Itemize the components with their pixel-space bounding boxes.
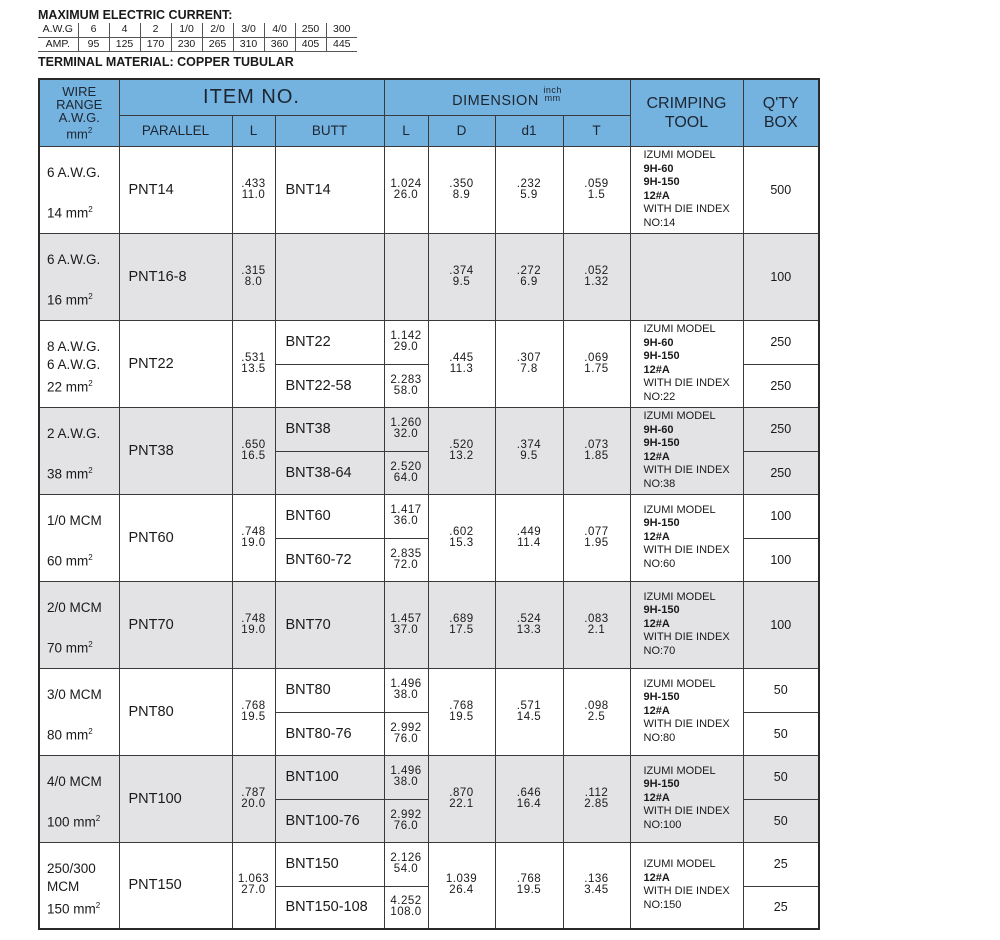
butt-item: BNT38-64 — [275, 451, 384, 494]
awg-cell: 6 — [78, 23, 109, 37]
amp-cell: 170 — [140, 37, 171, 51]
tool-line: IZUMI MODEL — [643, 764, 716, 777]
parallel-item: PNT22 — [119, 320, 232, 407]
butt-item: BNT14 — [275, 146, 384, 233]
parallel-item: PNT14 — [119, 146, 232, 233]
header-item-no: ITEM NO. — [119, 79, 384, 115]
parallel-length: .787 20.0 — [232, 755, 275, 842]
qty-cell: 250 — [743, 407, 819, 451]
crimping-tool-cell — [630, 146, 743, 233]
dim-d: .768 19.5 — [428, 668, 495, 755]
awg-cell: 3/0 — [233, 23, 264, 37]
qty-cell: 50 — [743, 799, 819, 842]
parallel-item: PNT70 — [119, 581, 232, 668]
butt-length: 2.520 64.0 — [384, 451, 428, 494]
header-parallel: PARALLEL — [119, 115, 232, 146]
tool-line: WITH DIE INDEX — [643, 464, 730, 476]
qty-cell: 50 — [743, 712, 819, 755]
butt-item: BNT22 — [275, 320, 384, 364]
parallel-item: PNT80 — [119, 668, 232, 755]
tool-line: 9H-150 — [643, 350, 680, 362]
header-d1: d1 — [495, 115, 563, 146]
parallel-length: .748 19.0 — [232, 494, 275, 581]
wire-range-cell: 4/0 MCM 100 $mm^2$ — [39, 755, 119, 842]
dim-t: .077 1.95 — [563, 494, 630, 581]
tool-line: IZUMI MODEL — [643, 503, 716, 516]
dim-d: .602 15.3 — [428, 494, 495, 581]
awg-cell: 2 — [140, 23, 171, 37]
qty-cell: 50 — [743, 668, 819, 712]
dim-t: .052 1.32 — [563, 233, 630, 320]
dim-d: .374 9.5 — [428, 233, 495, 320]
crimping-tool-cell — [630, 320, 743, 407]
tool-line: 12#A — [643, 189, 670, 202]
table-row — [39, 668, 819, 712]
awg-cell: 250 — [295, 23, 326, 37]
butt-length: 1.260 32.0 — [384, 407, 428, 451]
header-wire-range: WIRE RANGE A.W.G. $mm^2$ — [39, 79, 119, 146]
dimension-units: inch mm — [543, 84, 562, 103]
butt-length: 1.496 38.0 — [384, 668, 428, 712]
wire-range-cell: 3/0 MCM 80 $mm^2$ — [39, 668, 119, 755]
crimping-tool-cell — [630, 233, 743, 320]
tool-line: 9H-150 — [643, 778, 680, 791]
parallel-length: .531 13.5 — [232, 320, 275, 407]
spec-table — [38, 78, 820, 930]
tool-line: NO:80 — [643, 731, 676, 744]
tool-line: IZUMI MODEL — [643, 323, 716, 335]
awg-cell: 300 — [326, 23, 357, 37]
parallel-item: PNT150 — [119, 842, 232, 929]
butt-item: BNT70 — [275, 581, 384, 668]
tool-line: NO:70 — [643, 644, 676, 657]
amp-label: AMP. — [38, 37, 78, 51]
header-qty-box: Q'TY BOX — [743, 79, 819, 146]
tool-line: 12#A — [643, 791, 670, 804]
table-row — [39, 755, 819, 799]
amp-cell: 95 — [78, 37, 109, 51]
dim-d: 1.039 26.4 — [428, 842, 495, 929]
parallel-item: PNT60 — [119, 494, 232, 581]
qty-cell: 100 — [743, 494, 819, 538]
tool-line: WITH DIE INDEX — [643, 718, 730, 731]
crimping-tool-cell — [630, 668, 743, 755]
tool-line: WITH DIE INDEX — [643, 805, 730, 818]
tool-line: 12#A — [643, 530, 670, 543]
parallel-length: .650 16.5 — [232, 407, 275, 494]
parallel-length: .433 11.0 — [232, 146, 275, 233]
table-row — [39, 842, 819, 886]
dim-d1: .646 16.4 — [495, 755, 563, 842]
dim-d1: .307 7.8 — [495, 320, 563, 407]
parallel-length: .748 19.0 — [232, 581, 275, 668]
dim-d1: .768 19.5 — [495, 842, 563, 929]
butt-length: 2.283 58.0 — [384, 364, 428, 407]
dim-d1: .272 6.9 — [495, 233, 563, 320]
tool-line: 9H-150 — [643, 691, 680, 704]
butt-item: BNT150 — [275, 842, 384, 886]
tool-line: 12#A — [643, 704, 670, 717]
wire-range-cell: 8 A.W.G. 6 A.W.G. 22 $mm^2$ — [39, 320, 119, 407]
dim-d1: .524 13.3 — [495, 581, 563, 668]
tool-line: 12#A — [643, 871, 670, 884]
tool-line: 9H-150 — [643, 604, 680, 617]
butt-length: 1.457 37.0 — [384, 581, 428, 668]
butt-length: 2.992 76.0 — [384, 712, 428, 755]
crimping-tool-cell — [630, 407, 743, 494]
parallel-item: PNT38 — [119, 407, 232, 494]
butt-length: 1.024 26.0 — [384, 146, 428, 233]
amp-cell: 230 — [171, 37, 202, 51]
dim-d1: .232 5.9 — [495, 146, 563, 233]
dim-t: .069 1.75 — [563, 320, 630, 407]
dim-t: .112 2.85 — [563, 755, 630, 842]
wire-range-cell: 2 A.W.G. 38 $mm^2$ — [39, 407, 119, 494]
tool-line: 12#A — [643, 363, 670, 376]
dim-d: .520 13.2 — [428, 407, 495, 494]
butt-item: BNT100 — [275, 755, 384, 799]
parallel-length: 1.063 27.0 — [232, 842, 275, 929]
qty-cell: 500 — [743, 146, 819, 233]
butt-item: BNT38 — [275, 407, 384, 451]
table-row — [39, 146, 819, 233]
butt-length: 1.417 36.0 — [384, 494, 428, 538]
crimping-tool-cell — [630, 842, 743, 929]
tool-line: NO:38 — [643, 477, 676, 490]
tool-line: NO:100 — [643, 818, 682, 831]
tool-line: IZUMI MODEL — [643, 410, 716, 422]
qty-cell: 250 — [743, 364, 819, 407]
header-butt: BUTT — [275, 115, 384, 146]
table-row — [39, 233, 819, 320]
header-l: L — [232, 115, 275, 146]
tool-line: WITH DIE INDEX — [643, 885, 730, 898]
header-t: T — [563, 115, 630, 146]
tool-line: 9H-150 — [643, 437, 680, 449]
tool-line: 9H-60 — [643, 423, 674, 436]
tool-line: 9H-150 — [643, 176, 680, 188]
table-row — [39, 320, 819, 364]
dim-d: .350 8.9 — [428, 146, 495, 233]
tool-line: 12#A — [643, 450, 670, 463]
amp-cell: 310 — [233, 37, 264, 51]
table-row — [39, 581, 819, 668]
awg-row — [38, 23, 357, 37]
tool-line: 9H-60 — [643, 336, 674, 349]
butt-item — [275, 233, 384, 320]
amp-cell: 265 — [202, 37, 233, 51]
butt-item: BNT150-108 — [275, 886, 384, 929]
header-crimping-tool: CRIMPING TOOL — [630, 79, 743, 146]
wire-range-cell: 2/0 MCM 70 $mm^2$ — [39, 581, 119, 668]
parallel-length: .315 8.0 — [232, 233, 275, 320]
tool-line: 12#A — [643, 617, 670, 630]
butt-item: BNT60 — [275, 494, 384, 538]
wire-range-cell: 6 A.W.G. 16 $mm^2$ — [39, 233, 119, 320]
crimping-tool-cell — [630, 755, 743, 842]
dim-d1: .374 9.5 — [495, 407, 563, 494]
tool-line: WITH DIE INDEX — [643, 631, 730, 644]
crimping-tool-cell — [630, 581, 743, 668]
tool-line: NO:60 — [643, 557, 676, 570]
crimping-tool-cell — [630, 494, 743, 581]
tool-line: WITH DIE INDEX — [643, 544, 730, 557]
qty-cell: 100 — [743, 233, 819, 320]
wire-range-cell: 250/300 MCM 150 $mm^2$ — [39, 842, 119, 929]
butt-item: BNT80-76 — [275, 712, 384, 755]
tool-line: WITH DIE INDEX — [643, 377, 730, 389]
amp-cell: 360 — [264, 37, 295, 51]
qty-cell: 100 — [743, 538, 819, 581]
dim-t: .098 2.5 — [563, 668, 630, 755]
qty-cell: 100 — [743, 581, 819, 668]
tool-line: NO:22 — [643, 390, 676, 403]
tool-line: IZUMI MODEL — [643, 590, 716, 603]
tool-line: IZUMI MODEL — [643, 677, 716, 690]
butt-item: BNT80 — [275, 668, 384, 712]
tool-line: NO:150 — [643, 898, 682, 911]
amp-row — [38, 37, 357, 51]
butt-item: BNT22-58 — [275, 364, 384, 407]
parallel-item: PNT100 — [119, 755, 232, 842]
wire-range-cell: 6 A.W.G. 14 $mm^2$ — [39, 146, 119, 233]
butt-item: BNT60-72 — [275, 538, 384, 581]
butt-length: 1.496 38.0 — [384, 755, 428, 799]
dim-t: .136 3.45 — [563, 842, 630, 929]
dim-d: .870 22.1 — [428, 755, 495, 842]
amp-cell: 445 — [326, 37, 357, 51]
butt-length: 1.142 29.0 — [384, 320, 428, 364]
tool-line: NO:14 — [643, 216, 676, 229]
awg-label: A.W.G — [38, 23, 78, 37]
parallel-length: .768 19.5 — [232, 668, 275, 755]
table-row — [39, 494, 819, 538]
tool-line: IZUMI MODEL — [643, 858, 716, 871]
butt-length: 2.126 54.0 — [384, 842, 428, 886]
butt-length: 2.992 76.0 — [384, 799, 428, 842]
tool-line: 9H-150 — [643, 517, 680, 530]
qty-cell: 250 — [743, 451, 819, 494]
tool-line: IZUMI MODEL — [643, 149, 716, 161]
dim-t: .083 2.1 — [563, 581, 630, 668]
tool-line: 9H-60 — [643, 162, 674, 175]
qty-cell: 25 — [743, 886, 819, 929]
tool-line: WITH DIE INDEX — [643, 203, 730, 215]
qty-cell: 50 — [743, 755, 819, 799]
header-d: D — [428, 115, 495, 146]
awg-cell: 4 — [109, 23, 140, 37]
amp-cell: 125 — [109, 37, 140, 51]
terminal-material: TERMINAL MATERIAL: COPPER TUBULAR — [38, 55, 294, 69]
qty-cell: 25 — [743, 842, 819, 886]
awg-cell: 1/0 — [171, 23, 202, 37]
dim-d: .689 17.5 — [428, 581, 495, 668]
butt-length: 4.252 108.0 — [384, 886, 428, 929]
dim-d1: .449 11.4 — [495, 494, 563, 581]
wire-range-cell: 1/0 MCM 60 $mm^2$ — [39, 494, 119, 581]
amp-cell: 405 — [295, 37, 326, 51]
table-row — [39, 407, 819, 451]
header-dim-l: L — [384, 115, 428, 146]
dim-d1: .571 14.5 — [495, 668, 563, 755]
awg-cell: 4/0 — [264, 23, 295, 37]
awg-cell: 2/0 — [202, 23, 233, 37]
parallel-item: PNT16-8 — [119, 233, 232, 320]
max-current-table — [38, 23, 357, 52]
dim-d: .445 11.3 — [428, 320, 495, 407]
butt-length: 2.835 72.0 — [384, 538, 428, 581]
max-current-title: MAXIMUM ELECTRIC CURRENT: — [38, 8, 233, 22]
header-dimension: DIMENSION inch mm — [384, 79, 630, 115]
qty-cell: 250 — [743, 320, 819, 364]
butt-length — [384, 233, 428, 320]
dim-t: .059 1.5 — [563, 146, 630, 233]
butt-item: BNT100-76 — [275, 799, 384, 842]
dim-t: .073 1.85 — [563, 407, 630, 494]
